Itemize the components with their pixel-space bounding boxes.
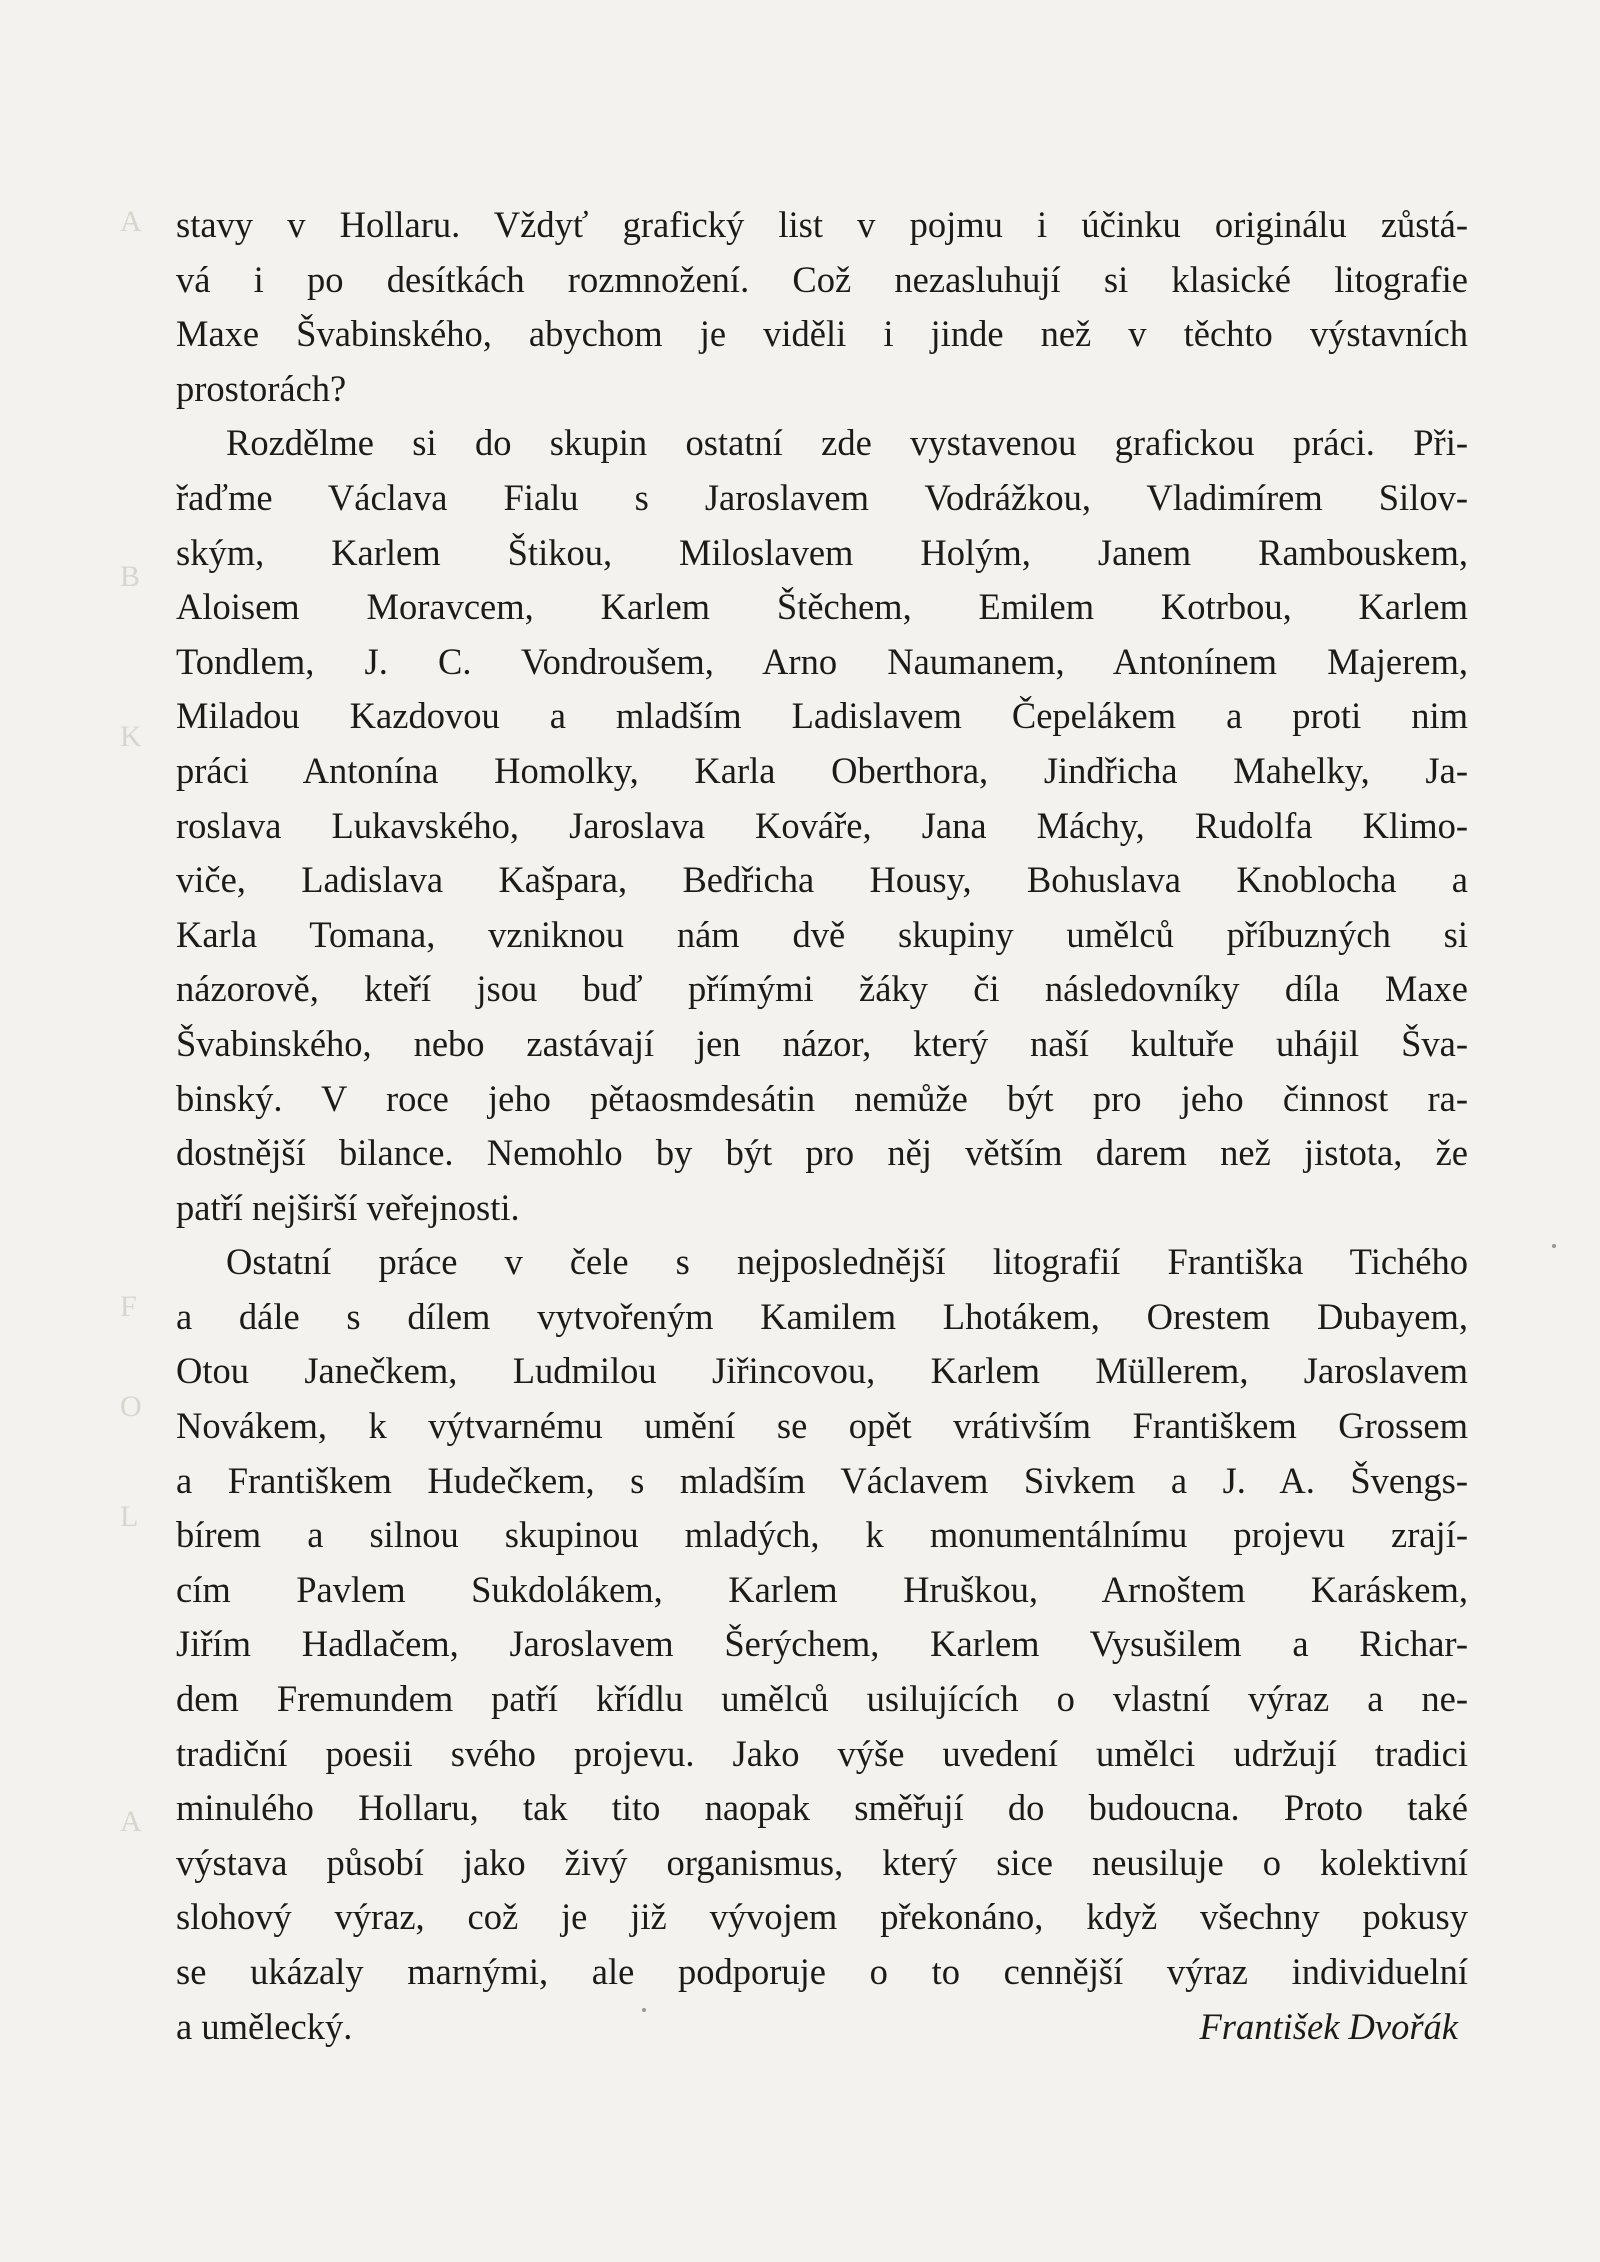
show-through-mark: B — [120, 560, 141, 593]
text-line: vá i po desítkách rozmnožení. Což nezasluhují si klasické litografie — [176, 258, 1468, 300]
text-line: Tondlem, J. C. Vondroušem, Arno Naumanem, Antonínem Majerem, — [176, 640, 1468, 682]
text-line: minulého Hollaru, tak tito naopak směřují do budoucna. Proto také — [176, 1787, 1468, 1829]
text-line: Otou Janečkem, Ludmilou Jiřincovou, Karlem Müllerem, Jaroslavem — [176, 1350, 1468, 1392]
paragraph-3 — [176, 1235, 1468, 2054]
text-line: a umělecký. — [176, 2005, 353, 2047]
text-line: Švabinského, nebo zastávají jen názor, který naší kultuře uhájil Šva- — [176, 1022, 1468, 1064]
text-line: stavy v Hollaru. Vždyť grafický list v pojmu i účinku originálu zůstá- — [176, 204, 1468, 245]
text-line: tradiční poesii svého projevu. Jako výše uvedení umělci udržují tradici — [176, 1732, 1468, 1774]
show-through-mark: L — [120, 1500, 139, 1533]
text-line: Jiřím Hadlačem, Jaroslavem Šerýchem, Karlem Vysušilem a Richar- — [176, 1623, 1468, 1665]
text-line: Ostatní práce v čele s nejposlednější litografií Františka Tichého — [226, 1241, 1468, 1283]
paragraph-2 — [176, 416, 1468, 1235]
text-line: výstava působí jako živý organismus, který sice neusiluje o kolektivní — [176, 1841, 1468, 1883]
show-through-mark: A — [120, 205, 142, 238]
text-line: dostnější bilance. Nemohlo by být pro něj větším darem než jistota, že — [176, 1132, 1468, 1174]
paragraph-1 — [176, 198, 1468, 416]
text-line: roslava Lukavského, Jaroslava Kováře, Jana Máchy, Rudolfa Klimo- — [176, 804, 1468, 846]
text-line: cím Pavlem Sukdolákem, Karlem Hruškou, Arnoštem Karáskem, — [176, 1568, 1468, 1610]
text-line: se ukázaly marnými, ale podporuje o to cennější výraz individuelní — [176, 1951, 1468, 1992]
text-line: Miladou Kazdovou a mladším Ladislavem Čepelákem a proti nim — [176, 695, 1468, 737]
article-body — [176, 198, 1468, 2054]
text-line: viče, Ladislava Kašpara, Bedřicha Housy, Bohuslava Knoblocha a — [176, 859, 1468, 901]
text-line: binský. V roce jeho pětaosmdesátin nemůže být pro jeho činnost ra- — [176, 1077, 1468, 1119]
text-line: a dále s dílem vytvořeným Kamilem Lhotákem, Orestem Dubayem, — [176, 1295, 1468, 1337]
show-through-mark: O — [120, 1390, 142, 1423]
show-through-mark: K — [120, 720, 142, 753]
text-line: Aloisem Moravcem, Karlem Štěchem, Emilem Kotrbou, Karlem — [176, 586, 1468, 628]
text-line: Rozdělme si do skupin ostatní zde vystavenou grafickou práci. Při- — [226, 422, 1468, 464]
show-through-mark: F — [120, 1290, 137, 1323]
text-line: práci Antonína Homolky, Karla Oberthora, Jindřicha Mahelky, Ja- — [176, 749, 1468, 791]
text-line: řaďme Václava Fialu s Jaroslavem Vodrážkou, Vladimírem Silov- — [176, 476, 1468, 518]
text-line: názorově, kteří jsou buď přímými žáky či následovníky díla Maxe — [176, 968, 1468, 1010]
text-line: Maxe Švabinského, abychom je viděli i jinde než v těchto výstavních — [176, 313, 1468, 355]
text-line: Karla Tomana, vzniknou nám dvě skupiny umělců příbuzných si — [176, 913, 1468, 955]
text-line: ským, Karlem Štikou, Miloslavem Holým, Janem Rambouskem, — [176, 531, 1468, 573]
text-line: slohový výraz, což je již vývojem překonáno, když všechny pokusy — [176, 1896, 1468, 1938]
closing-line — [176, 2000, 1468, 2055]
text-line: bírem a silnou skupinou mladých, k monumentálnímu projevu zrají- — [176, 1514, 1468, 1556]
text-line: dem Fremundem patří křídlu umělců usilujících o vlastní výraz a ne- — [176, 1678, 1468, 1720]
text-line: prostorách? — [176, 367, 347, 409]
stray-mark — [1552, 1244, 1556, 1248]
text-line: patří nejširší veřejnosti. — [176, 1186, 520, 1228]
show-through-mark: A — [120, 1805, 142, 1838]
text-line: a Františkem Hudečkem, s mladším Václavem Sivkem a J. A. Švengs- — [176, 1459, 1468, 1501]
author-signature: František Dvořák — [1199, 2005, 1458, 2047]
text-line: Novákem, k výtvarnému umění se opět vrátivším Františkem Grossem — [176, 1405, 1468, 1447]
